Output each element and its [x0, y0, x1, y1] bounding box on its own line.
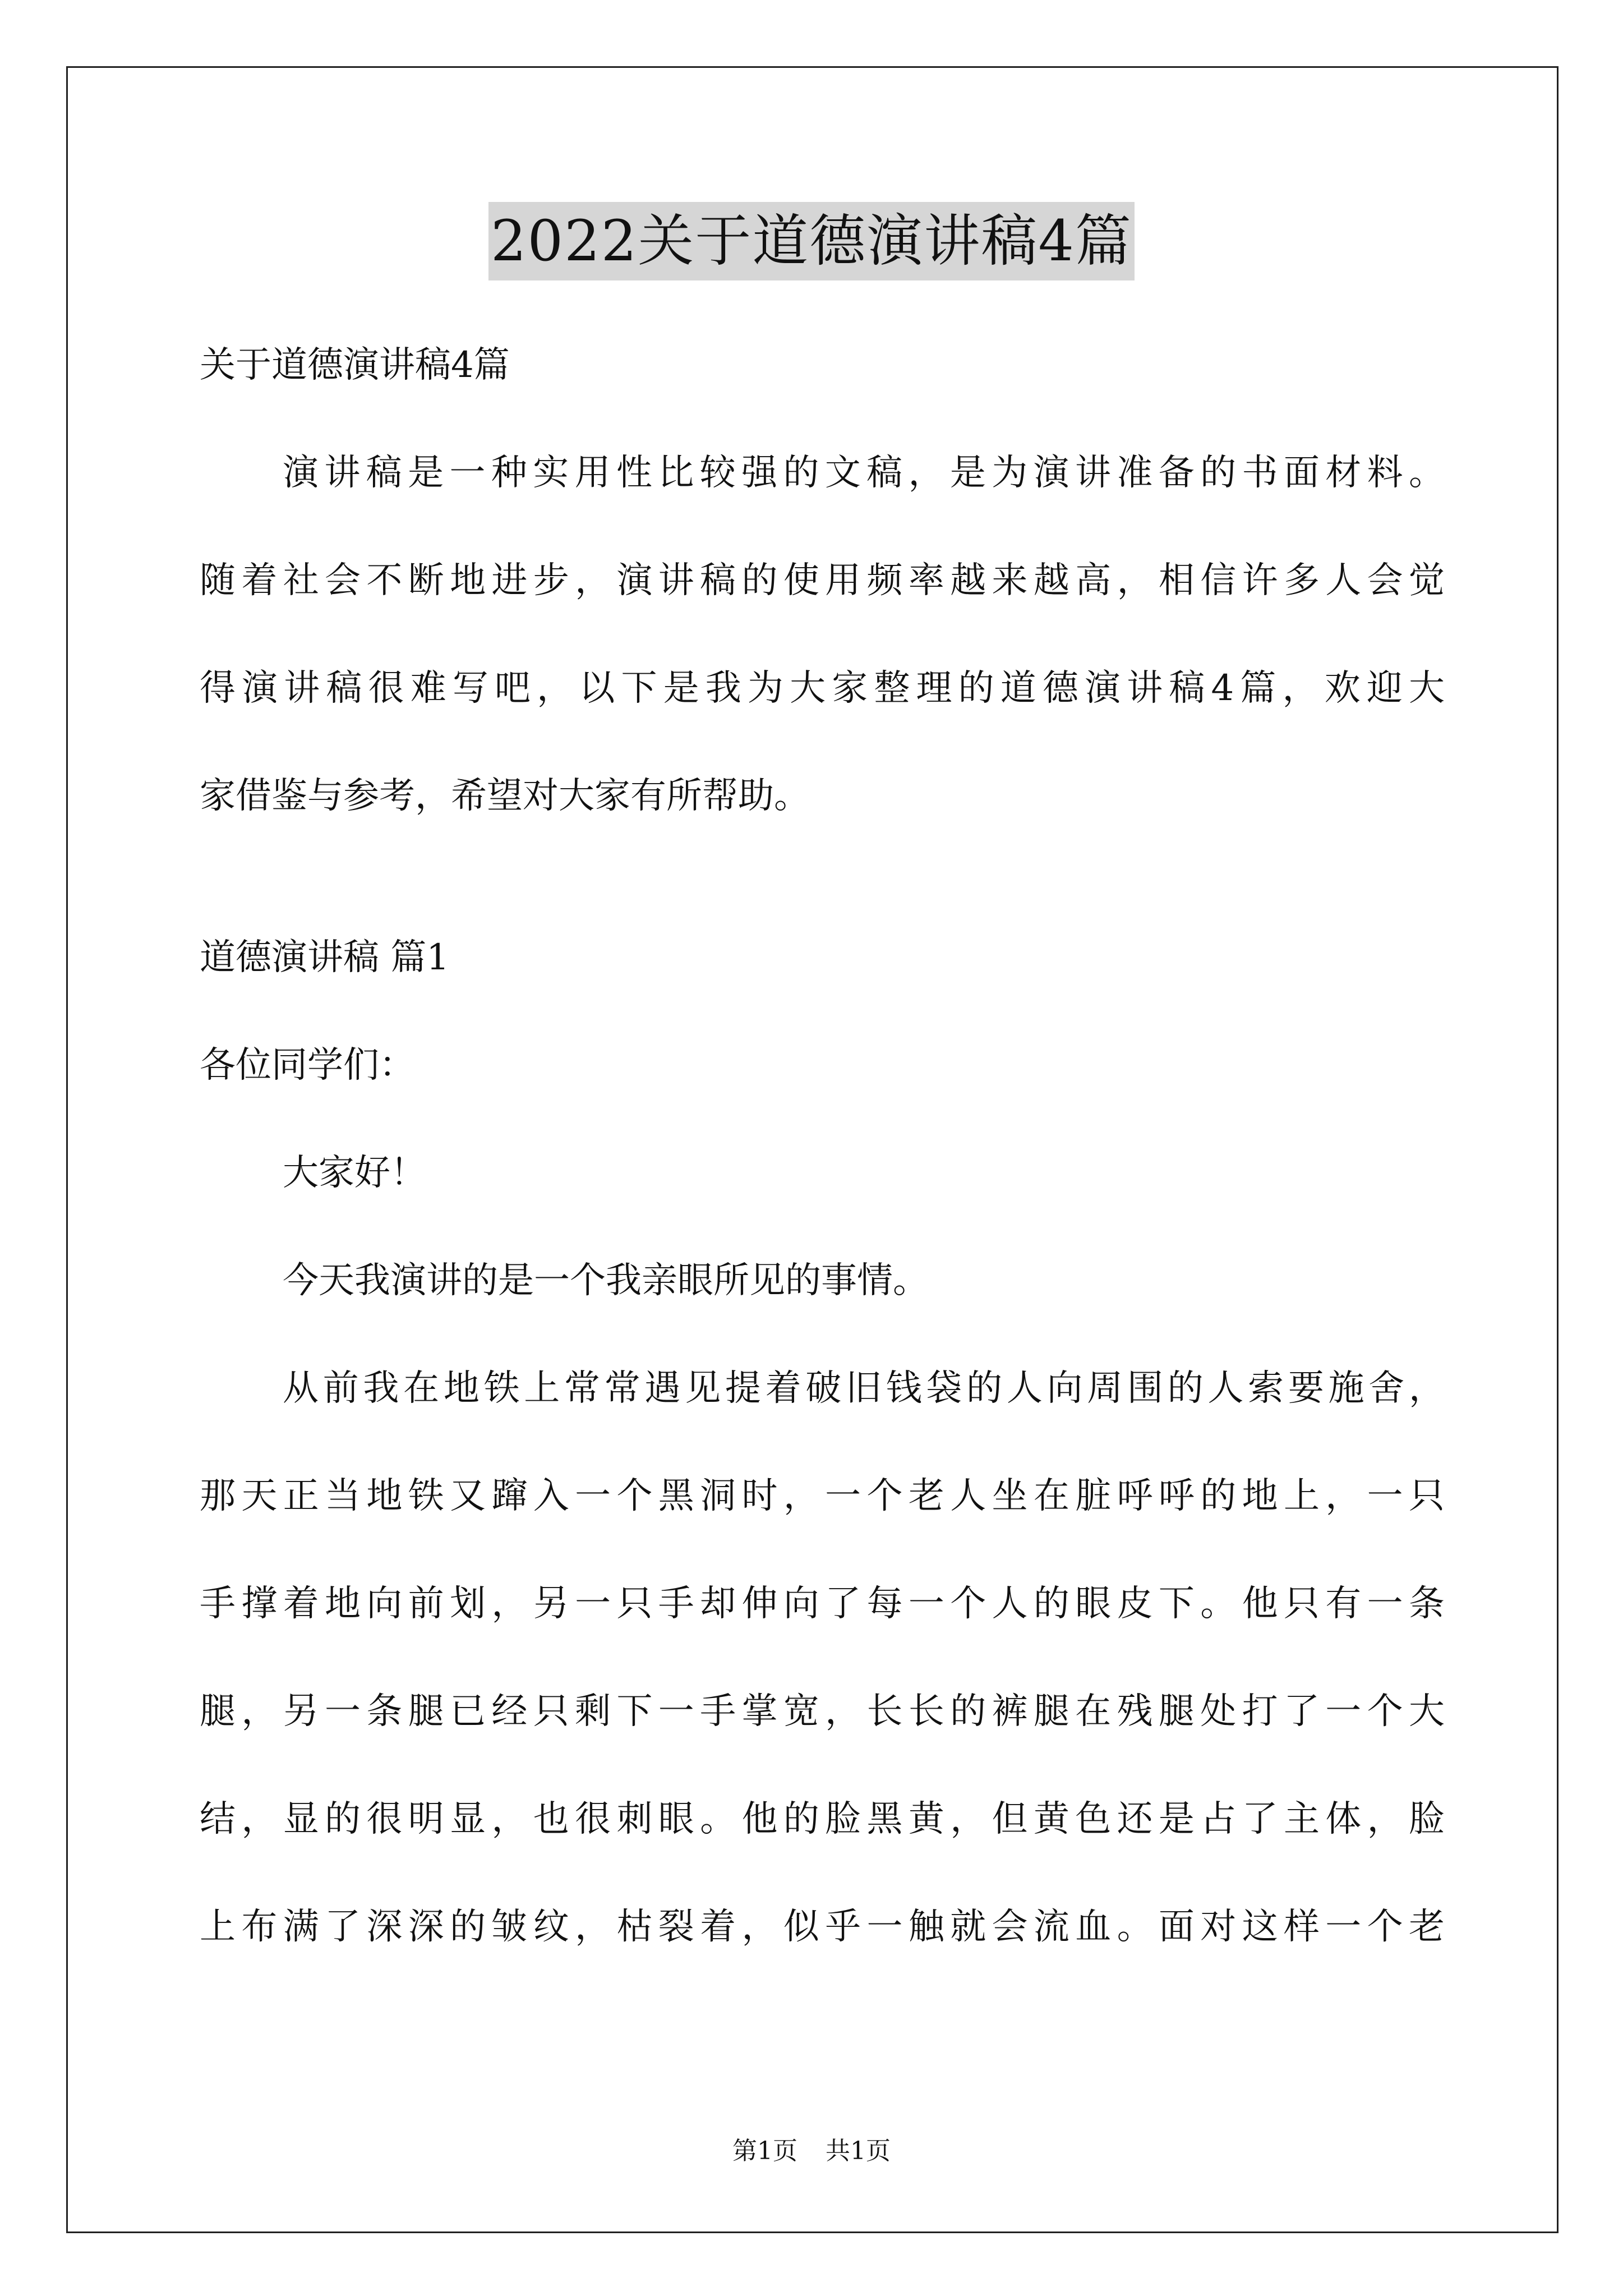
title-block: [0, 202, 1623, 280]
story-line-6: 上布满了深深的皱纹，枯裂着，似乎一触就会流血。面对这样一个老: [200, 1906, 1445, 1948]
story-line-3: 手撑着地向前划，另一只手却伸向了每一个人的眼皮下。他只有一条: [200, 1583, 1445, 1625]
page-footer: [0, 2134, 1623, 2168]
story-line-1: 从前我在地铁上常常遇见提着破旧钱袋的人向周围的人索要施舍，: [283, 1368, 1445, 1409]
page-total: 共1页: [826, 2137, 891, 2165]
section-heading: 道德演讲稿 篇1: [200, 937, 450, 978]
story-line-5: 结，显的很明显，也很刺眼。他的脸黑黄，但黄色还是占了主体，脸: [200, 1798, 1445, 1840]
page-number: 第1页: [732, 2137, 797, 2165]
intro-line-4: 家借鉴与参考，希望对大家有所帮助。: [200, 775, 810, 817]
document-title: 2022关于道德演讲稿4篇: [488, 202, 1135, 280]
document-subtitle: 关于道德演讲稿4篇: [200, 344, 510, 386]
story-line-4: 腿，另一条腿已经只剩下一手掌宽，长长的裤腿在残腿处打了一个大: [200, 1691, 1445, 1732]
greeting: 大家好！: [283, 1152, 426, 1194]
intro-line-1: 演讲稿是一种实用性比较强的文稿，是为演讲准备的书面材料。: [283, 452, 1445, 494]
salutation: 各位同学们：: [200, 1045, 415, 1086]
document-body: [200, 311, 1445, 1981]
opening-line: 今天我演讲的是一个我亲眼所见的事情。: [283, 1260, 929, 1301]
intro-line-3: 得演讲稿很难写吧，以下是我为大家整理的道德演讲稿4篇，欢迎大: [200, 668, 1445, 709]
story-line-2: 那天正当地铁又蹿入一个黑洞时，一个老人坐在脏呼呼的地上，一只: [200, 1475, 1445, 1517]
intro-line-2: 随着社会不断地进步，演讲稿的使用频率越来越高，相信许多人会觉: [200, 560, 1445, 601]
paragraph-spacer: [200, 850, 1445, 904]
